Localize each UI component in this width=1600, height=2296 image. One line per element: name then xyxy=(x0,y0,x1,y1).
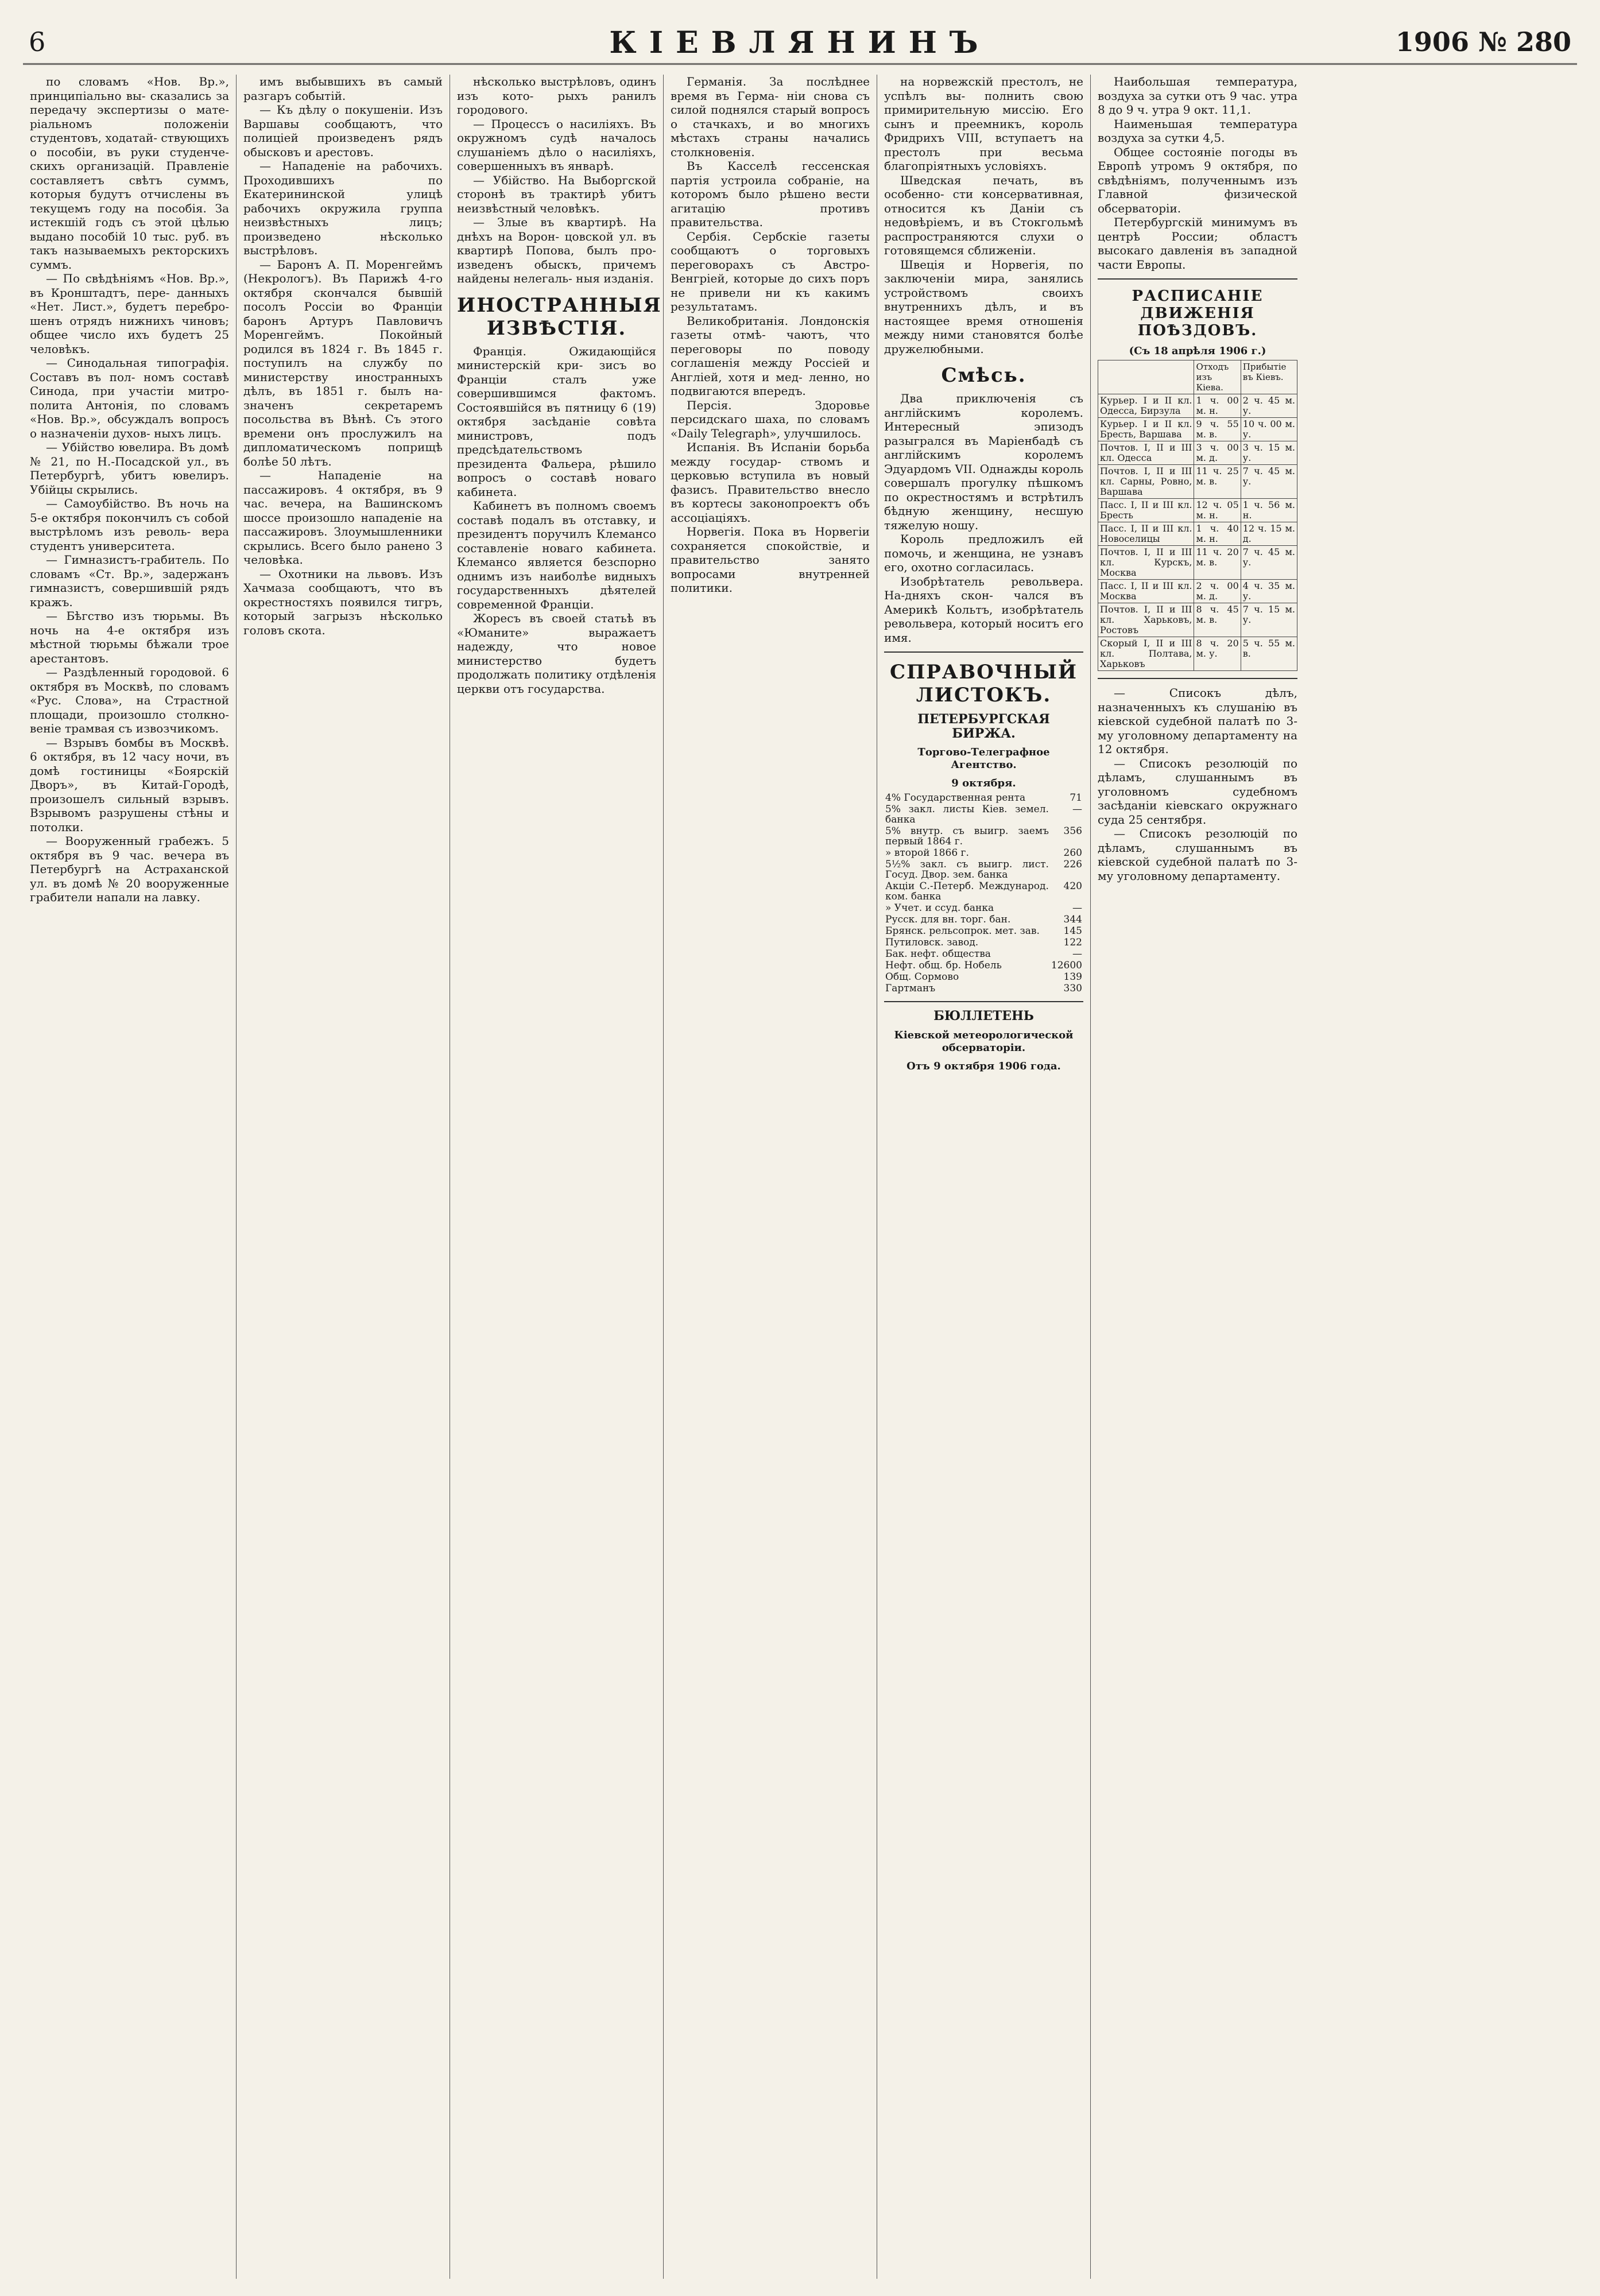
stock-row xyxy=(884,847,1083,859)
article-paragraph: — Процессъ о насиліяхъ. Въ окружномъ судѣ началось слушаніемъ дѣло о насиліяхъ, совершенныхъ въ январѣ. xyxy=(457,117,656,173)
article-paragraph: Франція. Ожидающійся министерскій кри- зисъ во Франціи сталъ уже совершившимся фактомъ. Состоявшійся въ пятницу 6 (19) октября засѣданіе совѣта министровъ, подъ предсѣдательствомъ президента Фальера, рѣшило вопросъ о составѣ новаго кабинета. xyxy=(457,344,656,499)
train-row xyxy=(1098,603,1297,637)
divider xyxy=(884,1001,1083,1002)
train-departure: 8 ч. 45 м. в. xyxy=(1194,603,1241,637)
train-departure: 9 ч. 55 м. в. xyxy=(1194,418,1241,441)
article-paragraph: Германія. За послѣднее время въ Герма- ніи снова съ силой поднялся старый вопросъ о стачкахъ, и во многихъ мѣстахъ страны начались столкновенія. xyxy=(671,75,870,159)
article-paragraph: Наименьшая температура воздуха за сутки 4,5. xyxy=(1098,117,1297,145)
issue-number: 1906 № 280 xyxy=(1395,26,1571,57)
article-paragraph: Общее состояніе погоды въ Европѣ утромъ 9 октября, по свѣдѣніямъ, полученнымъ изъ Главной физической обсерваторіи. xyxy=(1098,145,1297,215)
article-paragraph: Швеція и Норвегія, по заключеніи мира, занялись устройствомъ своихъ внутреннихъ дѣлъ, и въ настоящее время отношенія между ними становятся болѣе дружелюбными. xyxy=(884,257,1083,356)
stock-name: » Учет. и ссуд. банка xyxy=(885,902,994,914)
stock-name: Путиловск. завод. xyxy=(885,937,979,948)
stock-name: Общ. Сормово xyxy=(885,971,959,983)
train-schedule-table xyxy=(1098,360,1297,671)
column-1 xyxy=(23,75,237,2279)
train-row xyxy=(1098,580,1297,603)
stock-price: 420 xyxy=(1063,881,1082,892)
article-paragraph: по словамъ «Нов. Вр.», принципіально вы- сказались за передачу экспертизы о мате- ріальномъ положеніи студентовъ, ходатай- ствующихъ о пособіи, въ руки студенче- скихъ организацій. Правленіе составляетъ свѣтъ суммъ, которыя будутъ отчислены въ текущемъ году на пособія. За истекшій годъ съ этой цѣлью выдано пособій 10 тыс. руб. въ такъ называемыхъ ректорскихъ суммъ. xyxy=(30,75,229,272)
article-paragraph: Петербургскій минимумъ въ центрѣ России; областъ высокаго давленія въ западной части Европы. xyxy=(1098,215,1297,272)
article-paragraph: — Къ дѣлу о покушеніи. Изъ Варшавы сообщаютъ, что полиціей произведенъ рядъ обысковъ и арестовъ. xyxy=(243,103,443,159)
article-paragraph: Изобрѣтатель револьвера. На-дняхъ скон- чался въ Америкѣ Кольтъ, изобрѣтатель револьвера, который носитъ его имя. xyxy=(884,574,1083,645)
train-route: Пасс. I, II и III кл. Москва xyxy=(1098,580,1194,603)
bulletin-date: Отъ 9 октября 1906 года. xyxy=(906,1060,1061,1072)
article-paragraph: Великобританія. Лондонскія газеты отмѣ- чаютъ, что переговоры по поводу соглашенія между Россіей и Англіей, хотя и мед- ленно, но подвигаются впередъ. xyxy=(671,313,870,398)
train-row xyxy=(1098,499,1297,522)
stock-row xyxy=(884,792,1083,804)
stock-name: Русск. для вн. торг. бан. xyxy=(885,914,1011,925)
stock-row xyxy=(884,960,1083,971)
article-paragraph: Кабинетъ въ полномъ своемъ составѣ подалъ въ отставку, и президентъ поручилъ Клемансо составленіе новаго кабинета. Клемансо является безспорно однимъ изъ наиболѣе видныхъ государственныхъ дѣятелей современной Франціи. xyxy=(457,499,656,611)
stock-row xyxy=(884,914,1083,925)
train-route: Почтов. I, II и III кл. Одесса xyxy=(1098,441,1194,465)
train-route: Курьер. I и II кл. Одесса, Бирзула xyxy=(1098,394,1194,418)
train-arrival: 4 ч. 35 м. у. xyxy=(1241,580,1297,603)
train-arrival: 7 ч. 45 м. у. xyxy=(1241,465,1297,499)
article-paragraph: Въ Касселѣ гессенская партія устроила собраніе, на которомъ было рѣшено вести агитацію противъ правительства. xyxy=(671,159,870,229)
divider xyxy=(1098,278,1297,280)
train-row xyxy=(1098,546,1297,580)
stock-price: — xyxy=(1072,948,1082,960)
article-paragraph: — Раздѣленный городовой. 6 октября въ Москвѣ, по словамъ «Рус. Слова», на Страстной площади, произошло столкно- веніе трамвая съ извозчикомъ. xyxy=(30,665,229,735)
stock-name: Гартманъ xyxy=(885,983,936,994)
columns xyxy=(23,75,1577,2279)
article-paragraph: Норвегія. Пока въ Норвегіи сохраняется спокойствіе, и правительство занято вопросами внутренней политики. xyxy=(671,525,870,595)
article-paragraph: — Нападеніе на рабочихъ. Проходившихъ по Екатерининской улицѣ рабочихъ окружила группа неизвѣстныхъ лицъ; произведено нѣсколько выстрѣловъ. xyxy=(243,159,443,257)
column-6 xyxy=(1091,75,1304,2279)
article-paragraph: — Охотники на львовъ. Изъ Хачмаза сообщаютъ, что въ окрестностяхъ появился тигръ, который загрызъ нѣсколько головъ скота. xyxy=(243,567,443,637)
train-departure: 12 ч. 05 м. н. xyxy=(1194,499,1241,522)
train-departure: 2 ч. 00 м. д. xyxy=(1194,580,1241,603)
stock-row xyxy=(884,948,1083,960)
article-paragraph: — Списокъ дѣлъ, назначенныхъ къ слушанію въ кіевской судебной палатѣ по 3-му уголовному департаменту на 12 октября. xyxy=(1098,686,1297,756)
train-row xyxy=(1098,465,1297,499)
train-col-departure: Отходъ изъ Кіева. xyxy=(1194,360,1241,394)
page-number: 6 xyxy=(29,26,46,57)
stock-name: 5½% закл. съ выигр. лист. Госуд. Двор. зем. банка xyxy=(885,859,1049,881)
stock-name: Бак. нефт. общества xyxy=(885,948,991,960)
article-paragraph: — Вооруженный грабежъ. 5 октября въ 9 час. вечера въ Петербургѣ на Астраханской ул. въ домѣ № 20 вооруженные грабители напали на лавку. xyxy=(30,834,229,904)
stock-price: — xyxy=(1072,804,1082,815)
article-paragraph: Персія. Здоровье персидскаго шаха, по словамъ «Daily Telegraph», улучшилось. xyxy=(671,398,870,440)
stock-name: » второй 1866 г. xyxy=(885,847,969,859)
article-paragraph: — Гимназистъ-грабитель. По словамъ «Ст. Вр.», задержанъ гимназистъ, совершившій рядъ кражъ. xyxy=(30,553,229,609)
stock-price: 122 xyxy=(1063,937,1082,948)
train-col-arrival: Прибытіе въ Кіевъ. xyxy=(1241,360,1297,394)
stock-name: 5% закл. листы Кіев. земел. банка xyxy=(885,804,1049,825)
article-paragraph: — Взрывъ бомбы въ Москвѣ. 6 октября, въ 12 часу ночи, въ домѣ гостиницы «Боярскій Дворъ», въ Китай-Городѣ, произошелъ сильный взрывъ. Взрывомъ разрушены стѣны и потолки. xyxy=(30,735,229,834)
stock-name: Нефт. общ. бр. Нобель xyxy=(885,960,1002,971)
article-paragraph: — Списокъ резолюцій по дѣламъ, слушаннымъ въ кіевской судебной палатѣ по 3-му уголовному департаменту. xyxy=(1098,827,1297,883)
article-paragraph: — По свѣдѣніямъ «Нов. Вр.», въ Кронштадтъ, пере- данныхъ «Нет. Лист.», будетъ перебро- шенъ отрядъ нижнихъ чиновъ; общее число ихъ будетъ 25 человѣкъ. xyxy=(30,272,229,356)
train-departure: 1 ч. 40 м. н. xyxy=(1194,522,1241,546)
column-4 xyxy=(664,75,877,2279)
train-route: Пасс. I, II и III кл. Новоселицы xyxy=(1098,522,1194,546)
stock-name: 5% внутр. съ выигр. заемъ первый 1864 г. xyxy=(885,825,1049,847)
train-schedule-subheading: (Съ 18 апрѣля 1906 г.) xyxy=(1129,345,1266,357)
stock-row xyxy=(884,925,1083,937)
train-row xyxy=(1098,418,1297,441)
mix-heading: Смѣсь. xyxy=(941,364,1026,387)
bulletin-heading: БЮЛЛЕТЕНЬ xyxy=(933,1009,1034,1023)
article-paragraph: — Бѣгство изъ тюрьмы. Въ ночь на 4-е октября изъ мѣстной тюрьмы бѣжали трое арестантовъ. xyxy=(30,609,229,665)
train-col-route xyxy=(1098,360,1194,394)
stock-name: 4% Государственная рента xyxy=(885,792,1026,804)
train-arrival: 2 ч. 45 м. у. xyxy=(1241,394,1297,418)
article-paragraph: — Синодальная типографія. Составъ въ пол- номъ составѣ Синода, при участіи митро- полита Антонія, по словамъ «Нов. Вр.», обсуждалъ вопросъ о назначеніи духов- ныхъ лицъ. xyxy=(30,356,229,440)
stock-price: 139 xyxy=(1063,971,1082,983)
stock-price: 330 xyxy=(1063,983,1082,994)
column-3 xyxy=(450,75,664,2279)
train-schedule-heading: РАСПИСАНІЕ ДВИЖЕНІЯ ПОѢЗДОВЪ. xyxy=(1132,288,1264,339)
column-2 xyxy=(237,75,450,2279)
train-route: Почтов. I, II и III кл. Курскъ, Москва xyxy=(1098,546,1194,580)
train-route: Пасс. I, II и III кл. Бресть xyxy=(1098,499,1194,522)
train-arrival: 7 ч. 15 м. у. xyxy=(1241,603,1297,637)
stock-row xyxy=(884,937,1083,948)
article-paragraph: — Злые въ квартирѣ. На днѣхъ на Ворон- цовской ул. въ квартирѣ Попова, былъ про- изведенъ обыскъ, причемъ найдены нелегаль- ныя изданія. xyxy=(457,215,656,285)
article-paragraph: Шведская печать, въ особенно- сти консервативная, относится къ Даніи съ недовѣріемъ, и въ Стокгольмѣ распространяются слухи о готовящемся сближеніи. xyxy=(884,173,1083,257)
article-paragraph: Два приключенія съ англійскимъ королемъ. Интересный эпизодъ разыгрался въ Маріенбадѣ съ англійскимъ королемъ Эдуардомъ VII. Однажды король совершалъ прогулку пѣшкомъ по окрестностямъ и встрѣтилъ бѣдную женщину, несшую тяжелую ношу. xyxy=(884,391,1083,532)
stock-price: 356 xyxy=(1063,825,1082,837)
stock-row xyxy=(884,902,1083,914)
train-row xyxy=(1098,441,1297,465)
stock-row xyxy=(884,971,1083,983)
stock-row xyxy=(884,825,1083,847)
article-paragraph: Сербія. Сербскіе газеты сообщаютъ о торговыхъ переговорахъ съ Австро-Венгріей, которые до сихъ поръ не привели ни къ какимъ результатамъ. xyxy=(671,229,870,313)
stock-row xyxy=(884,881,1083,902)
foreign-news-heading: ИНОСТРАННЫЯ ИЗВѢСТІЯ. xyxy=(457,293,662,340)
masthead xyxy=(23,23,1577,65)
stock-price: 260 xyxy=(1063,847,1082,859)
train-arrival: 7 ч. 45 м. у. xyxy=(1241,546,1297,580)
stock-price: 12600 xyxy=(1051,960,1082,971)
newspaper-title: КІЕВЛЯНИНЪ xyxy=(609,25,991,60)
stock-price: 145 xyxy=(1063,925,1082,937)
train-route: Курьер. I и II кл. Бресть, Варшава xyxy=(1098,418,1194,441)
article-paragraph: Король предложилъ ей помочь, и женщина, не узнавъ его, охотно согласилась. xyxy=(884,532,1083,574)
train-arrival: 12 ч. 15 м. д. xyxy=(1241,522,1297,546)
article-paragraph: имъ выбывшихъ въ самый разгаръ событій. xyxy=(243,75,443,103)
article-paragraph: — Убійство ювелира. Въ домѣ № 21, по Н.-Посадской ул., въ Петербургѣ, убитъ ювелиръ. Убійцы скрылись. xyxy=(30,440,229,497)
stock-name: Акціи С.-Петерб. Международ. ком. банка xyxy=(885,881,1049,902)
article-paragraph: — Нападеніе на пассажировъ. 4 октября, въ 9 час. вечера, на Вашинскомъ шоссе произошло нападеніе на пассажировъ. Злоумышленники скрылись. Всего было ранено 3 человѣка. xyxy=(243,468,443,567)
train-departure: 8 ч. 20 м. у. xyxy=(1194,637,1241,671)
exchange-subheading: ПЕТЕРБУРГСКАЯ БИРЖА. xyxy=(917,712,1050,741)
train-route: Почтов. I, II и III кл. Харьковъ, Ростовъ xyxy=(1098,603,1194,637)
article-paragraph: — Списокъ резолюцій по дѣламъ, слушаннымъ въ уголовномъ судебномъ засѣданіи кіевскаго окружнаго суда 25 сентября. xyxy=(1098,756,1297,827)
stock-table xyxy=(884,792,1083,994)
stock-row xyxy=(884,859,1083,881)
stock-price: 226 xyxy=(1063,859,1082,870)
train-arrival: 5 ч. 55 м. в. xyxy=(1241,637,1297,671)
stock-name: Брянск. рельсопрок. мет. зав. xyxy=(885,925,1040,937)
exchange-date: 9 октября. xyxy=(951,777,1016,789)
stock-row xyxy=(884,983,1083,994)
article-paragraph: — Самоубійство. Въ ночь на 5-е октября покончилъ съ собой выстрѣломъ изъ револь- вера студентъ университета. xyxy=(30,497,229,553)
stock-price: — xyxy=(1072,902,1082,914)
stock-price: 71 xyxy=(1070,792,1082,804)
article-paragraph: — Баронъ А. П. Моренгеймъ (Некрологъ). Въ Парижѣ 4-го октября скончался бывшій посолъ Россіи во Франціи баронъ Артуръ Павловичъ Моренгеймъ. Покойный родился въ 1824 г. Въ 1845 г. поступилъ на службу по министерству иностранныхъ дѣлъ, въ 1851 г. былъ на- значенъ секретаремъ посольства въ Вѣнѣ. Съ этого времени онъ прослужилъ на дипломатическомъ поприщѣ болѣе 50 лѣтъ. xyxy=(243,257,443,468)
article-paragraph: нѣсколько выстрѣловъ, одинъ изъ кото- рыхъ ранилъ городового. xyxy=(457,75,656,117)
train-departure: 11 ч. 25 м. в. xyxy=(1194,465,1241,499)
bulletin-subheading: Кіевской метеорологической обсерваторіи. xyxy=(894,1029,1074,1054)
train-row xyxy=(1098,522,1297,546)
train-row xyxy=(1098,637,1297,671)
stock-price: 344 xyxy=(1063,914,1082,925)
article-paragraph: на норвежскій престолъ, не успѣлъ вы- полнить свою примирительную миссію. Его сынъ и преемникъ, король Фридрихъ VIII, вступаетъ на престолъ при весьма благопріятныхъ условіяхъ. xyxy=(884,75,1083,173)
reference-heading: СПРАВОЧНЫЙ ЛИСТОКЪ. xyxy=(890,661,1078,707)
divider xyxy=(884,651,1083,653)
train-arrival: 10 ч. 00 м. у. xyxy=(1241,418,1297,441)
train-arrival: 1 ч. 56 м. н. xyxy=(1241,499,1297,522)
train-departure: 1 ч. 00 м. н. xyxy=(1194,394,1241,418)
divider xyxy=(1098,678,1297,679)
train-route: Почтов. I, II и III кл. Сарны, Ровно, Варшава xyxy=(1098,465,1194,499)
train-arrival: 3 ч. 15 м. у. xyxy=(1241,441,1297,465)
train-departure: 11 ч. 20 м. в. xyxy=(1194,546,1241,580)
train-departure: 3 ч. 00 м. д. xyxy=(1194,441,1241,465)
stock-row xyxy=(884,804,1083,825)
train-route: Скорый I, II и III кл. Полтава, Харьковъ xyxy=(1098,637,1194,671)
article-paragraph: Жоресъ въ своей статьѣ въ «Юманите» выражаетъ надежду, что новое министерство будетъ продолжать политику отдѣленія церкви отъ государства. xyxy=(457,611,656,696)
agency-label: Торгово-Телеграфное Агентство. xyxy=(917,746,1050,771)
article-paragraph: — Убійство. На Выборгской сторонѣ въ трактирѣ убитъ неизвѣстный человѣкъ. xyxy=(457,173,656,215)
column-5 xyxy=(877,75,1091,2279)
article-paragraph: Наибольшая температура, воздуха за сутки отъ 9 час. утра 8 до 9 ч. утра 9 окт. 11,1. xyxy=(1098,75,1297,117)
article-paragraph: Испанія. Въ Испаніи борьба между государ- ствомъ и церковью вступила въ новый фазисъ. Правительство внесло въ кортесы законопроектъ объ ассоціаціяхъ. xyxy=(671,440,870,525)
train-row xyxy=(1098,394,1297,418)
